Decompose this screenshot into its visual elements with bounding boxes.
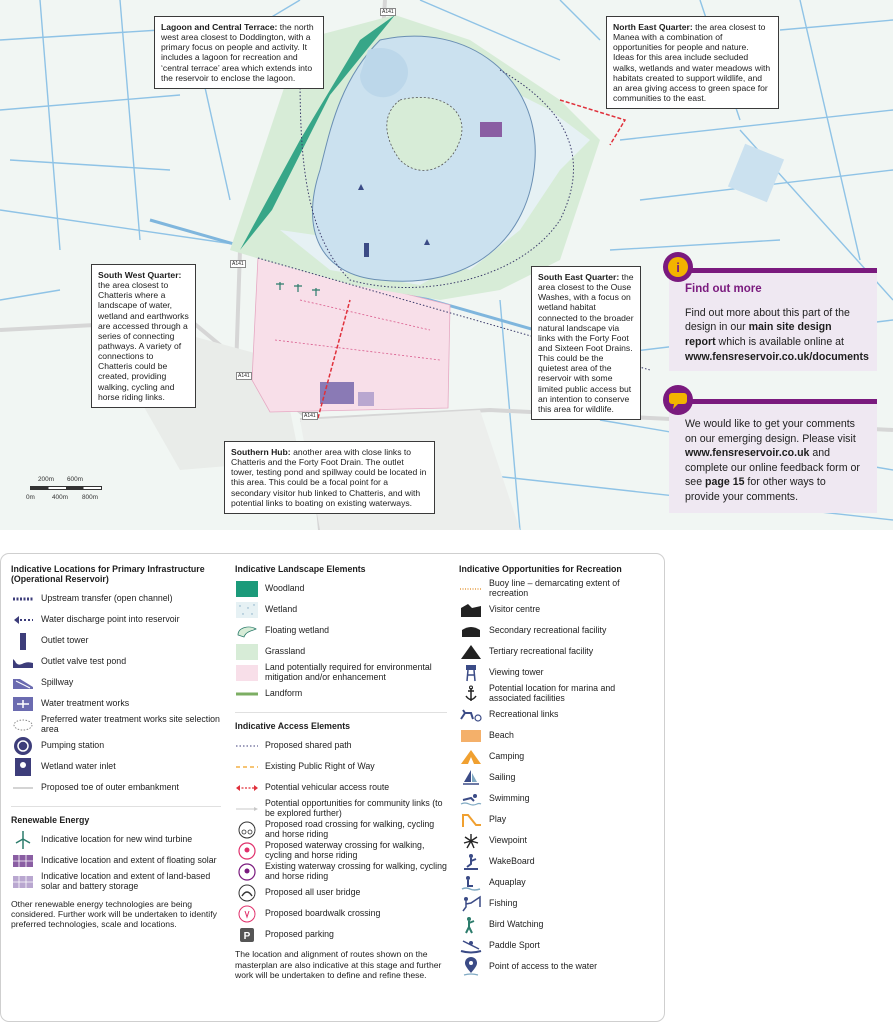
- legend-item: [459, 893, 659, 914]
- tertiary-facility-icon: [459, 642, 483, 662]
- legend-item: [11, 714, 221, 735]
- fishing-icon: [459, 894, 483, 914]
- wakeboard-icon: [459, 852, 483, 872]
- legend-item-label: Pumping station: [41, 740, 105, 751]
- beach-icon: [459, 726, 483, 746]
- legend-item: [459, 641, 659, 662]
- legend-item: [459, 599, 659, 620]
- legend-item-label: Potential vehicular access route: [265, 782, 390, 793]
- play-icon: [459, 810, 483, 830]
- discharge-arrow-icon: [11, 610, 35, 630]
- legend-item: [459, 767, 659, 788]
- legend-item: [459, 914, 659, 935]
- floating-wetland-icon: [235, 621, 259, 641]
- legend-item-label: Paddle Sport: [489, 939, 540, 950]
- road-label: A141: [238, 373, 250, 379]
- legend-item: [11, 630, 221, 651]
- find-out-more-heading: Find out more: [685, 283, 762, 295]
- legend-item-label: Floating wetland: [265, 624, 330, 635]
- legend-recreation-title: Indicative Opportunities for Recreation: [459, 564, 622, 574]
- legend-infrastructure-title: Indicative Locations for Primary Infrastructure (Operational Reservoir): [11, 564, 205, 585]
- scale-label: 600m: [67, 476, 83, 483]
- legend-item: [459, 935, 659, 956]
- woodland-swatch: [235, 579, 259, 599]
- legend-item-label: Buoy line – demarcating extent of recreation: [489, 578, 620, 598]
- legend-item: [459, 872, 659, 893]
- comments-text: We would like to get your comments on our emerging design. Please visit www.fensreservoir.co.uk and complete our online feedback form or see page 15 for other ways to provide your comments.: [685, 418, 860, 504]
- selection-area-icon: [11, 715, 35, 735]
- callout-south-east-body: the area closest to the Ouse Washes, with a focus on wetland habitat connected to the broader natural landscape via links with the Forty Foot and Sixteen Foot Drains. This could be the quietest area of the reservoir with some limited public access but an intention to conserve this area for wildlife.: [538, 272, 634, 414]
- find-out-more-text: Find out more about this part of the design in our main site design report which is available online at www.fensreservoir.co.uk/documents: [685, 306, 869, 363]
- legend-item-label: Camping: [489, 750, 525, 761]
- legend-item: [11, 609, 221, 630]
- legend-item: [11, 777, 221, 798]
- legend-item: [11, 693, 221, 714]
- callout-south-east-title: South East Quarter:: [538, 272, 620, 282]
- swimming-icon: [459, 789, 483, 809]
- scale-bar: [24, 476, 110, 506]
- legend-item: [235, 798, 447, 819]
- legend-item-label: Recreational links: [489, 708, 559, 719]
- sailing-icon: [459, 768, 483, 788]
- visitor-centre-icon: [459, 600, 483, 620]
- land-solar-icon: [11, 872, 35, 892]
- callout-lagoon-body: the north west area closest to Doddington, with a primary focus on people and activity. It includes a lagoon for recreation and ‘central terrace’ area which extends into the reservoir to enclose the lagoon.: [161, 22, 314, 83]
- outlet-tower-icon: [11, 631, 35, 651]
- legend-item-label: WakeBoard: [489, 855, 535, 866]
- legend-item: [235, 599, 447, 620]
- bird-watching-icon: [459, 915, 483, 935]
- floating-solar-area: [480, 122, 502, 137]
- camping-icon: [459, 747, 483, 767]
- legend-item: [459, 620, 659, 641]
- callout-southern-hub-body: another area with close links to Chatteris and the Forty Foot Drain. The outlet tower, testing pond and spillway could be located in this area. This could be a focal point for a secondary visitor hub linked to Chatteris, and with potential links to boating on existing waterways.: [231, 447, 427, 508]
- legend-item-label: Outlet tower: [41, 635, 89, 646]
- wetland-inlet-icon: [11, 757, 35, 777]
- floating-solar-icon: [11, 851, 35, 871]
- legend-item-label: Upstream transfer (open channel): [41, 593, 173, 604]
- legend-item-label: Viewing tower: [489, 666, 544, 677]
- road-label: A141: [382, 9, 394, 15]
- legend-item: [459, 788, 659, 809]
- legend-item-label: Preferred water treatment works site selection area: [41, 714, 220, 734]
- legend-item-label: Indicative location for new wind turbine: [41, 834, 193, 845]
- legend-item-label: Potential location for marina and associated facilities: [489, 683, 616, 703]
- legend-item-label: Outlet valve test pond: [41, 656, 127, 667]
- legend-item: [459, 851, 659, 872]
- scale-label: 400m: [52, 494, 68, 501]
- legend-item: [11, 756, 221, 777]
- legend-item-label: Viewpoint: [489, 834, 527, 845]
- wind-turbine-icon: [11, 830, 35, 850]
- legend-item-label: Aquaplay: [489, 876, 526, 887]
- proposed-waterway-crossing-icon: [235, 841, 259, 861]
- legend-item-label: Wetland: [265, 603, 298, 614]
- legend-item-label: Grassland: [265, 645, 306, 656]
- callout-southern-hub: [224, 441, 435, 514]
- panel-bar: [669, 268, 877, 273]
- legend-item-label: Proposed parking: [265, 929, 334, 940]
- legend: [0, 553, 665, 1022]
- legend-item-label: Potential opportunities for community links (to be explored further): [265, 798, 443, 818]
- legend-access-note: The location and alignment of routes shown on the masterplan are also indicative at this stage and further work will be undertaken to define and refine these.: [235, 949, 442, 980]
- legend-item-label: Visitor centre: [489, 603, 541, 614]
- legend-item: [459, 809, 659, 830]
- legend-item: [459, 956, 659, 977]
- road-crossing-icon: [235, 820, 259, 840]
- legend-item: [11, 672, 221, 693]
- legend-column-landscape-access: [235, 564, 447, 980]
- find-out-more-panel: [669, 268, 877, 371]
- legend-item: [235, 756, 447, 777]
- legend-item-label: Woodland: [265, 582, 305, 593]
- existing-waterway-crossing-icon: [235, 862, 259, 882]
- anchor-icon: [459, 684, 483, 704]
- svg-text:i: i: [676, 260, 680, 275]
- legend-item-label: Existing Public Right of Way: [265, 761, 375, 772]
- legend-item-label: Secondary recreational facility: [489, 624, 607, 635]
- legend-item: [235, 662, 447, 683]
- shared-path-line: [235, 736, 259, 756]
- callout-south-east: [531, 266, 641, 420]
- legend-item-label: Proposed shared path: [265, 740, 352, 751]
- legend-item: [235, 882, 447, 903]
- legend-column-infrastructure: [11, 564, 221, 929]
- aquaplay-icon: [459, 873, 483, 893]
- callout-north-east: [606, 16, 779, 109]
- legend-item-label: Proposed all user bridge: [265, 887, 361, 898]
- legend-item-label: Beach: [489, 729, 514, 740]
- wetland-swatch: [235, 600, 259, 620]
- legend-item-label: Indicative location and extent of land-based solar and battery storage: [41, 871, 211, 892]
- comments-panel: [669, 399, 877, 513]
- water-treatment-icon: [11, 694, 35, 714]
- legend-item-label: Landform: [265, 687, 303, 698]
- callout-southern-hub-title: Southern Hub:: [231, 447, 291, 457]
- legend-item-label: Bird Watching: [489, 918, 544, 929]
- legend-item: [459, 725, 659, 746]
- legend-access-title: Indicative Access Elements: [235, 721, 351, 732]
- road-label: A141: [232, 261, 244, 267]
- page-reference: page 15: [705, 476, 745, 489]
- legend-item: [459, 578, 659, 599]
- legend-item-label: Proposed toe of outer embankment: [41, 782, 179, 793]
- scale-label: 200m: [38, 476, 54, 483]
- test-pond-icon: [11, 652, 35, 672]
- grassland-swatch: [235, 642, 259, 662]
- buoy-line-icon: [459, 579, 483, 599]
- legend-item: [235, 924, 447, 945]
- legend-item: [459, 830, 659, 851]
- viewing-tower-icon: [459, 663, 483, 683]
- legend-item: [235, 641, 447, 662]
- scale-label: 800m: [82, 494, 98, 501]
- legend-item-label: Proposed boardwalk crossing: [265, 908, 381, 919]
- embankment-line-icon: [11, 778, 35, 798]
- legend-item: [11, 830, 221, 851]
- documents-link[interactable]: www.fensreservoir.co.uk/documents: [685, 350, 869, 363]
- legend-item: [235, 683, 447, 704]
- mitigation-swatch: [235, 663, 259, 683]
- recreational-links-icon: [459, 705, 483, 725]
- callout-lagoon-title: Lagoon and Central Terrace:: [161, 22, 278, 32]
- legend-column-recreation: [459, 564, 659, 977]
- legend-item-label: Swimming: [489, 792, 530, 803]
- info-icon: [663, 252, 693, 282]
- legend-item-label: Water treatment works: [41, 698, 130, 709]
- legend-item: [235, 861, 447, 882]
- legend-item: [11, 851, 221, 872]
- pumping-station-icon: [11, 736, 35, 756]
- legend-item: [235, 840, 447, 861]
- paddle-sport-icon: [459, 936, 483, 956]
- speech-bubble-icon: [663, 385, 693, 415]
- legend-item: [459, 704, 659, 725]
- parking-icon: [235, 925, 259, 945]
- legend-item: [235, 903, 447, 924]
- vehicular-route-line: [235, 778, 259, 798]
- legend-item: [459, 662, 659, 683]
- callout-south-west-body: the area closest to Chatteris where a landscape of water, wetland and earthworks are accessed through a series of connecting pathways. A variety of connections to Chatteris could be created, providing walking, cycling and horse riding links.: [98, 280, 189, 402]
- legend-item: [11, 651, 221, 672]
- legend-item-label: Play: [489, 813, 507, 824]
- legend-renewable-title: Renewable Energy: [11, 815, 90, 826]
- legend-item: [11, 872, 221, 893]
- callout-north-east-body: the area closest to Manea with a combination of opportunities for people and nature. Ideas for this area include secluded walks, wetlands and water meadows with habitats created to support wildlife, and an area giving access to green space for communities to the east.: [613, 22, 771, 103]
- viewpoint-icon: [459, 831, 483, 851]
- callout-south-west: [91, 264, 196, 408]
- legend-item-label: Indicative location and extent of floating solar: [41, 855, 217, 866]
- bridge-icon: [235, 883, 259, 903]
- legend-item: [11, 588, 221, 609]
- scale-label: 0m: [26, 494, 35, 501]
- legend-renewable-note: Other renewable energy technologies are being considered. Further work will be undertaken to identify preferred technologies, scale and locations.: [11, 898, 217, 929]
- legend-item: [235, 620, 447, 641]
- prow-line: [235, 757, 259, 777]
- boardwalk-icon: [235, 904, 259, 924]
- legend-item-label: Tertiary recreational facility: [489, 645, 594, 656]
- water-access-icon: [459, 957, 483, 977]
- legend-item: [459, 746, 659, 767]
- dashed-channel-icon: [11, 589, 35, 609]
- legend-item-label: Fishing: [489, 897, 518, 908]
- website-link[interactable]: www.fensreservoir.co.uk: [685, 447, 810, 460]
- legend-item-label: Sailing: [489, 771, 516, 782]
- svg-text:P: P: [243, 930, 251, 942]
- legend-item-label: Proposed waterway crossing for walking, cycling and horse riding: [265, 840, 425, 860]
- legend-item: [235, 819, 447, 840]
- callout-north-east-title: North East Quarter:: [613, 22, 693, 32]
- legend-item: [235, 777, 447, 798]
- legend-item: [235, 735, 447, 756]
- callout-lagoon: [154, 16, 324, 89]
- callout-south-west-title: South West Quarter:: [98, 270, 182, 280]
- legend-item-label: Proposed road crossing for walking, cycling and horse riding: [265, 819, 435, 839]
- secondary-facility-icon: [459, 621, 483, 641]
- road-label: A141: [304, 413, 316, 419]
- legend-item-label: Water discharge point into reservoir: [41, 614, 180, 625]
- legend-item-label: Wetland water inlet: [41, 761, 116, 772]
- community-link-line: [235, 799, 259, 819]
- legend-item-label: Existing waterway crossing for walking, cycling and horse riding: [265, 861, 447, 881]
- legend-item-label: Point of access to the water: [489, 960, 598, 971]
- legend-item: [235, 578, 447, 599]
- legend-item-label: Land potentially required for environmental mitigation and/or enhancement: [265, 662, 432, 682]
- landform-line: [235, 684, 259, 704]
- legend-landscape-title: Indicative Landscape Elements: [235, 564, 366, 574]
- legend-item-label: Spillway: [41, 677, 74, 688]
- legend-item: [11, 735, 221, 756]
- legend-item: [459, 683, 659, 704]
- spillway-icon: [11, 673, 35, 693]
- panel-bar: [669, 399, 877, 404]
